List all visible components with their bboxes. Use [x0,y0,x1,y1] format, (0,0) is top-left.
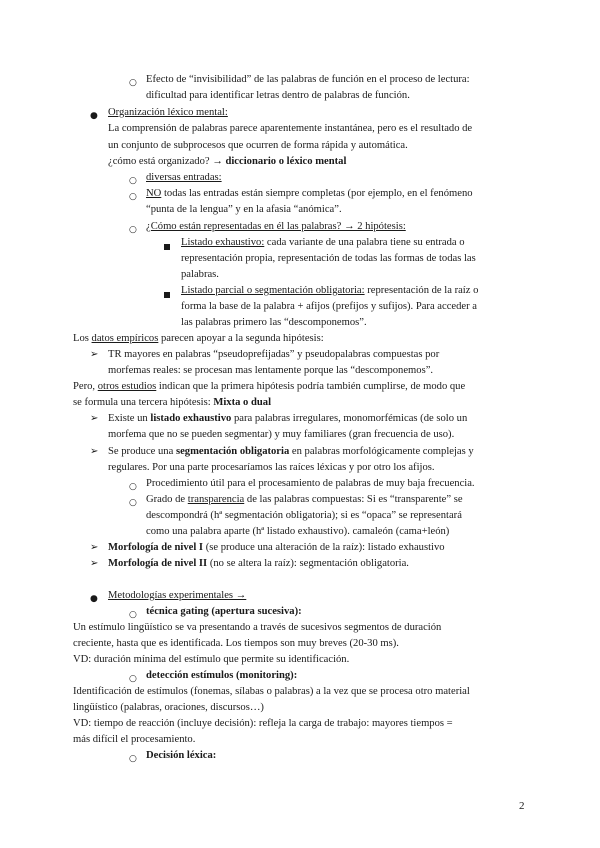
text-line [146,186,473,202]
text-line: VD: duración mínima del estímulo que permite su identificación. [73,654,350,665]
underlined-span: otros estudios [97,381,157,392]
text-line [108,154,346,170]
filled-bullet: ● [90,111,98,121]
text-span: de las palabras compuestas: Si es “transparente” se [244,494,463,505]
text-span: parecen apoyar a la segunda hipótesis: [158,333,324,344]
hollow-bullet: ○ [129,674,137,684]
text-span: para palabras irregulares, monomorfémicas (de solo un [231,413,468,424]
text-line: lingüístico (palabras, oraciones, discursos…) [73,702,264,713]
text-span: cada variante de una palabra tiene su entrada o [264,237,465,248]
text-line: VD: tiempo de reacción (incluye decisión): refleja la carga de trabajo: mayores tiempos = [73,718,453,729]
arrow-bullet-icon: ➢ [90,542,99,553]
text-span: se formula una tercera hipótesis: [73,397,214,408]
subheading: Decisión léxica: [146,750,217,761]
bold-span: Mixta o dual [213,397,272,408]
text-line: Un estímulo lingüístico se va presentando a través de sucesivos segmentos de duración [73,622,442,633]
text-line [108,444,474,460]
text-line: las palabras primero las “descomponemos”. [181,317,367,328]
text-line: ¿Cómo están representadas en él las palabras? → 2 hipótesis: [146,221,406,232]
text-line: “punta de la lengua” y en la afasia “anómica”. [146,204,342,215]
arrow-bullet-icon: ➢ [90,446,99,457]
text-line: La comprensión de palabras parece aparentemente instantánea, pero es el resultado de [108,123,473,134]
text-line: regulares. Por una parte procesaríamos las raíces léxicas y por otro los afijos. [108,462,435,473]
text-line [108,411,467,427]
text-line: morfemas reales: se procesan mas lentamente porque las “descomponemos”. [108,365,434,376]
bold-span: listado exhaustivo [150,413,232,424]
text-line [108,556,409,572]
arrow-bullet-icon: ➢ [90,349,99,360]
underlined-span: transparencia [187,494,245,505]
section-heading: Organización léxico mental: [108,107,228,118]
text-line: forma la base de la palabra + afijos (prefijos y sufijos). Para acceder a [181,301,477,312]
text-span: todas las entradas están siempre completas (por ejemplo, en el fenómeno [161,188,473,199]
underlined-span: Listado parcial o segmentación obligatoria: [181,285,365,296]
hollow-bullet: ○ [129,78,137,88]
text-line [73,379,465,395]
text-line: palabras. [181,269,219,280]
text-line: TR mayores en palabras “pseudoprefijadas” y pseudopalabras compuestas por [108,349,440,360]
text-span: en palabras morfológicamente complejas y [289,446,474,457]
text-line [73,395,271,411]
text-line: como una palabra aparte (hª listado exhaustivo). camaleón (cama+león) [146,526,450,537]
hollow-bullet: ○ [129,754,137,764]
text-line [181,283,478,299]
subheading: detección estímulos (monitoring): [146,670,298,681]
text-line: descompondrá (hª segmentación obligatoria); si es “opaca” se representará [146,510,462,521]
text-line: creciente, hasta que es identificada. Los tiempos son muy breves (20-30 ms). [73,638,399,649]
text-line: Identificación de estímulos (fonemas, sílabas o palabras) a la vez que se procesa otro material [73,686,470,697]
text-line: un conjunto de subprocesos que ocurren de forma rápida y automática. [108,140,408,151]
text-line [181,235,465,251]
underlined-span: NO [146,188,162,199]
text-span: Existe un [108,413,151,424]
hollow-bullet: ○ [129,176,137,186]
text-line [146,492,463,508]
square-bullet [164,240,170,256]
arrow-bullet-icon: ➢ [90,413,99,424]
bold-span: diccionario o léxico mental [225,156,347,167]
text-span: Se produce una [108,446,176,457]
subheading: técnica gating (apertura sucesiva): [146,606,302,617]
hollow-bullet: ○ [129,482,137,492]
text-span: ¿cómo está organizado? → [108,156,226,167]
text-span: Pero, [73,381,98,392]
text-span: Los [73,333,92,344]
text-line: más difícil el procesamiento. [73,734,196,745]
hollow-bullet: ○ [129,192,137,202]
hollow-bullet: ○ [129,610,137,620]
underlined-span: Listado exhaustivo: [181,237,265,248]
text-line [73,331,324,347]
text-line: morfema que no se pueden segmentar) y muy familiares (gran frecuencia de uso). [108,429,455,440]
text-span: Grado de [146,494,188,505]
square-bullet [164,288,170,304]
text-line: Efecto de “invisibilidad” de las palabras de función en el proceso de lectura: [146,74,470,85]
text-span: (no se altera la raíz): segmentación obligatoria. [207,558,409,569]
bold-span: Morfología de nivel I [108,542,204,553]
text-line [108,540,445,556]
section-heading: Metodologías experimentales → [108,590,247,601]
arrow-bullet-icon: ➢ [90,558,99,569]
page-number: 2 [519,800,525,812]
text-span: indican que la primera hipótesis podría también cumplirse, de modo que [156,381,466,392]
bold-span: segmentación obligatoria [175,446,290,457]
hollow-bullet: ○ [129,225,137,235]
text-span: (se produce una alteración de la raíz): listado exhaustivo [203,542,445,553]
text-line: representación propia, representación de todas las formas de todas las [181,253,476,264]
filled-bullet: ● [90,594,98,604]
text-line: Procedimiento útil para el procesamiento de palabras de muy baja frecuencia. [146,478,475,489]
text-line: dificultad para identificar letras dentro de palabras de función. [146,90,410,101]
text-line: diversas entradas: [146,172,222,183]
hollow-bullet: ○ [129,498,137,508]
bold-span: Morfología de nivel II [108,558,208,569]
underlined-span: datos empíricos [91,333,159,344]
text-span: representación de la raíz o [364,285,479,296]
